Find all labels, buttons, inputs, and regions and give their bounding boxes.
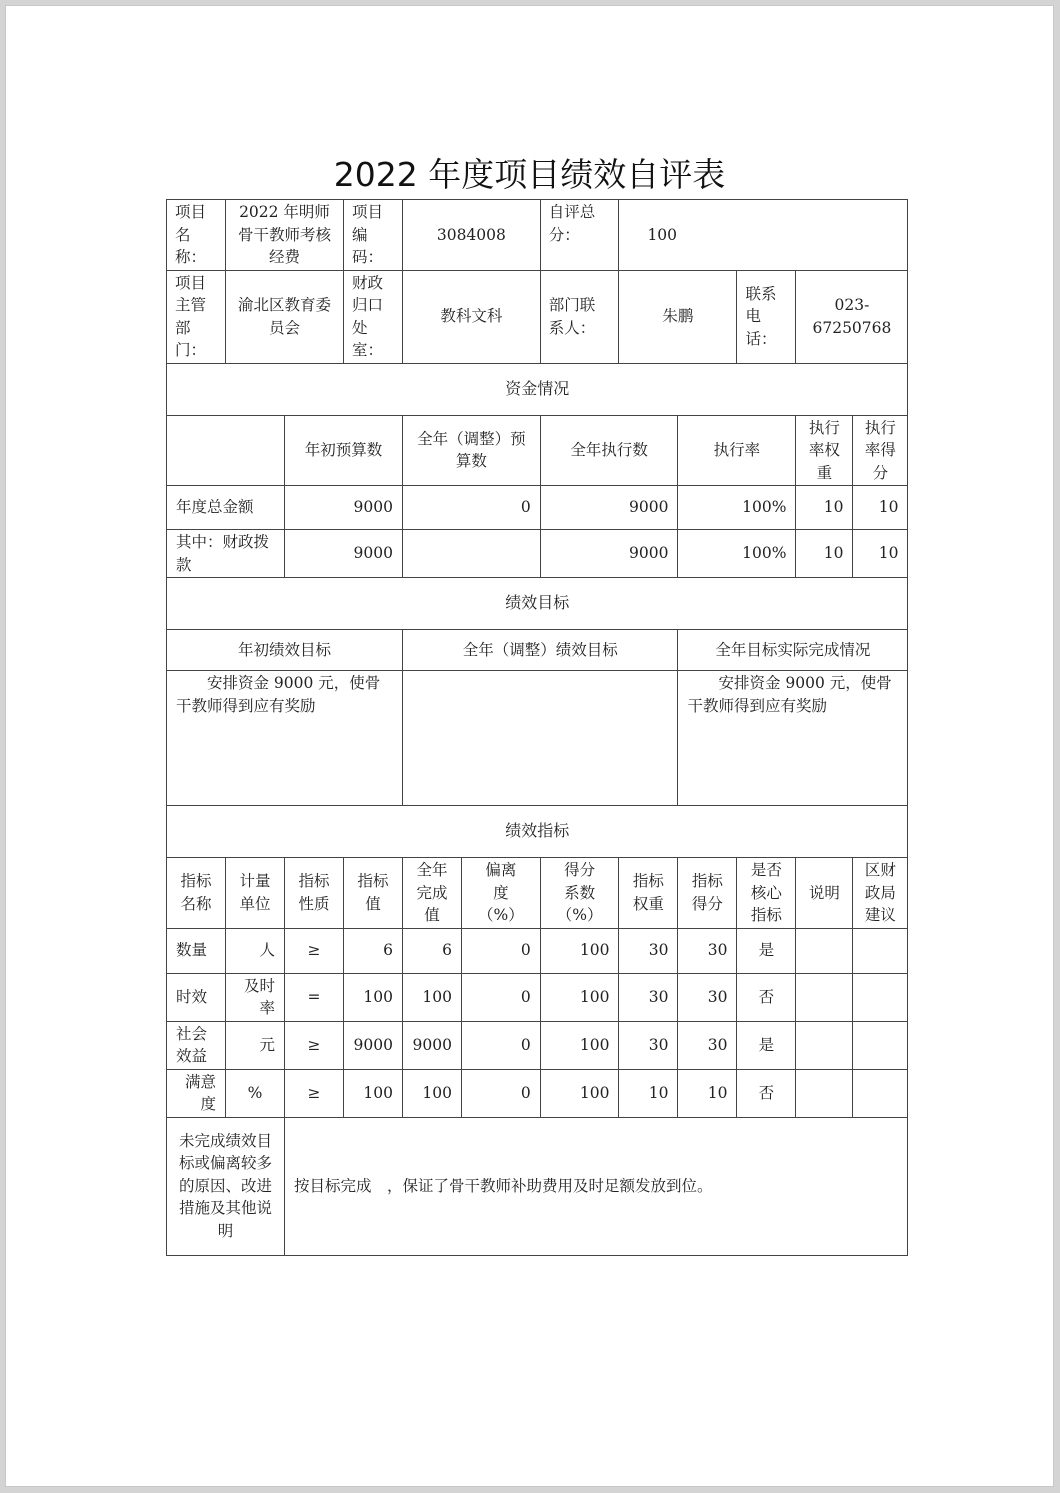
ind-score-cell: 10 <box>678 1069 737 1117</box>
project-name-label: 项目名称： <box>167 200 226 271</box>
ind-done-cell: 100 <box>403 973 462 1021</box>
ind-core-cell: 是 <box>737 928 796 973</box>
funds-section-title: 资金情况 <box>167 363 908 415</box>
ind-value-cell: 9000 <box>344 1021 403 1069</box>
funds-row-label: 年度总金额 <box>167 486 285 530</box>
ind-deviation-cell: 0 <box>462 1021 541 1069</box>
goals-header-actual: 全年目标实际完成情况 <box>678 630 908 671</box>
indicator-row <box>167 1021 908 1069</box>
ind-weight-cell: 30 <box>619 928 678 973</box>
funds-budget-cell: 9000 <box>285 486 403 530</box>
ind-coef-cell: 100 <box>540 1069 619 1117</box>
ind-nature-cell: = <box>285 973 344 1021</box>
ind-nature-cell: ≥ <box>285 928 344 973</box>
ind-core-cell: 是 <box>737 1021 796 1069</box>
ind-header-nature: 指标性质 <box>285 858 344 929</box>
ind-core-cell: 否 <box>737 1069 796 1117</box>
goals-actual-text: 安排资金 9000 元，使骨干教师得到应有奖励 <box>678 671 908 806</box>
phone-label: 联系电话： <box>737 270 796 363</box>
funds-weight-cell: 10 <box>796 486 853 530</box>
ind-header-unit: 计量单位 <box>226 858 285 929</box>
score-value: 100 <box>619 200 908 271</box>
funds-executed-cell: 9000 <box>540 486 678 530</box>
info-row-2 <box>167 270 908 363</box>
score-label: 自评总分： <box>540 200 619 271</box>
goals-content-row <box>167 671 908 806</box>
goals-header-adjusted: 全年（调整）绩效目标 <box>403 630 678 671</box>
funds-header-budget: 年初预算数 <box>285 415 403 486</box>
ind-name-cell: 时效 <box>167 973 226 1021</box>
ind-core-cell: 否 <box>737 973 796 1021</box>
indicator-row <box>167 1069 908 1117</box>
funds-header-blank <box>167 415 285 486</box>
funds-score-cell: 10 <box>853 486 908 530</box>
project-code-label: 项目编码： <box>344 200 403 271</box>
ind-name-cell: 社会效益 <box>167 1021 226 1069</box>
ind-advice-cell <box>853 928 908 973</box>
ind-header-score: 指标得分 <box>678 858 737 929</box>
goals-initial-text: 安排资金 9000 元，使骨干教师得到应有奖励 <box>167 671 403 806</box>
funds-score-cell: 10 <box>853 530 908 578</box>
ind-value-cell: 6 <box>344 928 403 973</box>
indicator-row <box>167 928 908 973</box>
ind-nature-cell: ≥ <box>285 1069 344 1117</box>
ind-done-cell: 100 <box>403 1069 462 1117</box>
ind-header-advice: 区财政局建议 <box>853 858 908 929</box>
ind-header-done: 全年完成值 <box>403 858 462 929</box>
ind-header-weight: 指标权重 <box>619 858 678 929</box>
ind-done-cell: 9000 <box>403 1021 462 1069</box>
indicators-header-row <box>167 858 908 929</box>
ind-deviation-cell: 0 <box>462 928 541 973</box>
funds-executed-cell: 9000 <box>540 530 678 578</box>
funds-section-row <box>167 363 908 415</box>
goals-section-row <box>167 578 908 630</box>
ind-header-deviation: 偏离度（%） <box>462 858 541 929</box>
evaluation-table <box>166 199 908 1256</box>
ind-note-cell <box>796 1021 853 1069</box>
funds-adjusted-cell <box>403 530 541 578</box>
ind-score-cell: 30 <box>678 973 737 1021</box>
goals-adjusted-text <box>403 671 678 806</box>
funds-adjusted-cell: 0 <box>403 486 541 530</box>
finance-office-value: 教科文科 <box>403 270 541 363</box>
ind-unit-cell: 元 <box>226 1021 285 1069</box>
funds-budget-cell: 9000 <box>285 530 403 578</box>
ind-note-cell <box>796 973 853 1021</box>
indicators-section-row <box>167 806 908 858</box>
ind-note-cell <box>796 1069 853 1117</box>
funds-header-executed: 全年执行数 <box>540 415 678 486</box>
funds-row-fiscal <box>167 530 908 578</box>
project-code-value: 3084008 <box>403 200 541 271</box>
ind-nature-cell: ≥ <box>285 1021 344 1069</box>
ind-advice-cell <box>853 973 908 1021</box>
ind-coef-cell: 100 <box>540 928 619 973</box>
indicator-row <box>167 973 908 1021</box>
ind-header-coef: 得分系数（%） <box>540 858 619 929</box>
ind-advice-cell <box>853 1069 908 1117</box>
ind-deviation-cell: 0 <box>462 973 541 1021</box>
phone-value: 023-67250768 <box>796 270 908 363</box>
contact-value: 朱鹏 <box>619 270 737 363</box>
page-title: 2022 年度项目绩效自评表 <box>333 155 726 194</box>
goals-section-title: 绩效目标 <box>167 578 908 630</box>
funds-header-row <box>167 415 908 486</box>
ind-weight-cell: 10 <box>619 1069 678 1117</box>
funds-rate-cell: 100% <box>678 530 796 578</box>
remarks-row <box>167 1117 908 1255</box>
funds-header-rate: 执行率 <box>678 415 796 486</box>
goals-header-row <box>167 630 908 671</box>
funds-row-total <box>167 486 908 530</box>
funds-weight-cell: 10 <box>796 530 853 578</box>
info-row-1 <box>167 200 908 271</box>
finance-office-label: 财政归口处室： <box>344 270 403 363</box>
ind-header-core: 是否核心指标 <box>737 858 796 929</box>
funds-rate-cell: 100% <box>678 486 796 530</box>
ind-score-cell: 30 <box>678 928 737 973</box>
funds-row-label: 其中：财政拨款 <box>167 530 285 578</box>
ind-done-cell: 6 <box>403 928 462 973</box>
funds-header-weight: 执行率权重 <box>796 415 853 486</box>
dept-value: 渝北区教育委员会 <box>226 270 344 363</box>
funds-header-score: 执行率得分 <box>853 415 908 486</box>
ind-unit-cell: 及时率 <box>226 973 285 1021</box>
document-page <box>5 5 1054 1487</box>
ind-note-cell <box>796 928 853 973</box>
ind-weight-cell: 30 <box>619 1021 678 1069</box>
ind-weight-cell: 30 <box>619 973 678 1021</box>
ind-header-note: 说明 <box>796 858 853 929</box>
ind-name-cell: 数量 <box>167 928 226 973</box>
ind-score-cell: 30 <box>678 1021 737 1069</box>
project-name-value: 2022 年明师骨干教师考核经费 <box>226 200 344 271</box>
indicators-section-title: 绩效指标 <box>167 806 908 858</box>
ind-deviation-cell: 0 <box>462 1069 541 1117</box>
ind-value-cell: 100 <box>344 973 403 1021</box>
ind-header-value: 指标值 <box>344 858 403 929</box>
dept-label: 项目主管部门： <box>167 270 226 363</box>
remarks-label: 未完成绩效目标或偏离较多的原因、改进措施及其他说明 <box>167 1117 285 1255</box>
goals-header-initial: 年初绩效目标 <box>167 630 403 671</box>
ind-unit-cell: % <box>226 1069 285 1117</box>
ind-coef-cell: 100 <box>540 973 619 1021</box>
ind-advice-cell <box>853 1021 908 1069</box>
remarks-text: 按目标完成 ，保证了骨干教师补助费用及时足额发放到位。 <box>285 1117 908 1255</box>
ind-unit-cell: 人 <box>226 928 285 973</box>
funds-header-adjusted: 全年（调整）预算数 <box>403 415 541 486</box>
contact-label: 部门联系人： <box>540 270 619 363</box>
ind-coef-cell: 100 <box>540 1021 619 1069</box>
ind-name-cell: 满意度 <box>167 1069 226 1117</box>
ind-header-name: 指标名称 <box>167 858 226 929</box>
ind-value-cell: 100 <box>344 1069 403 1117</box>
